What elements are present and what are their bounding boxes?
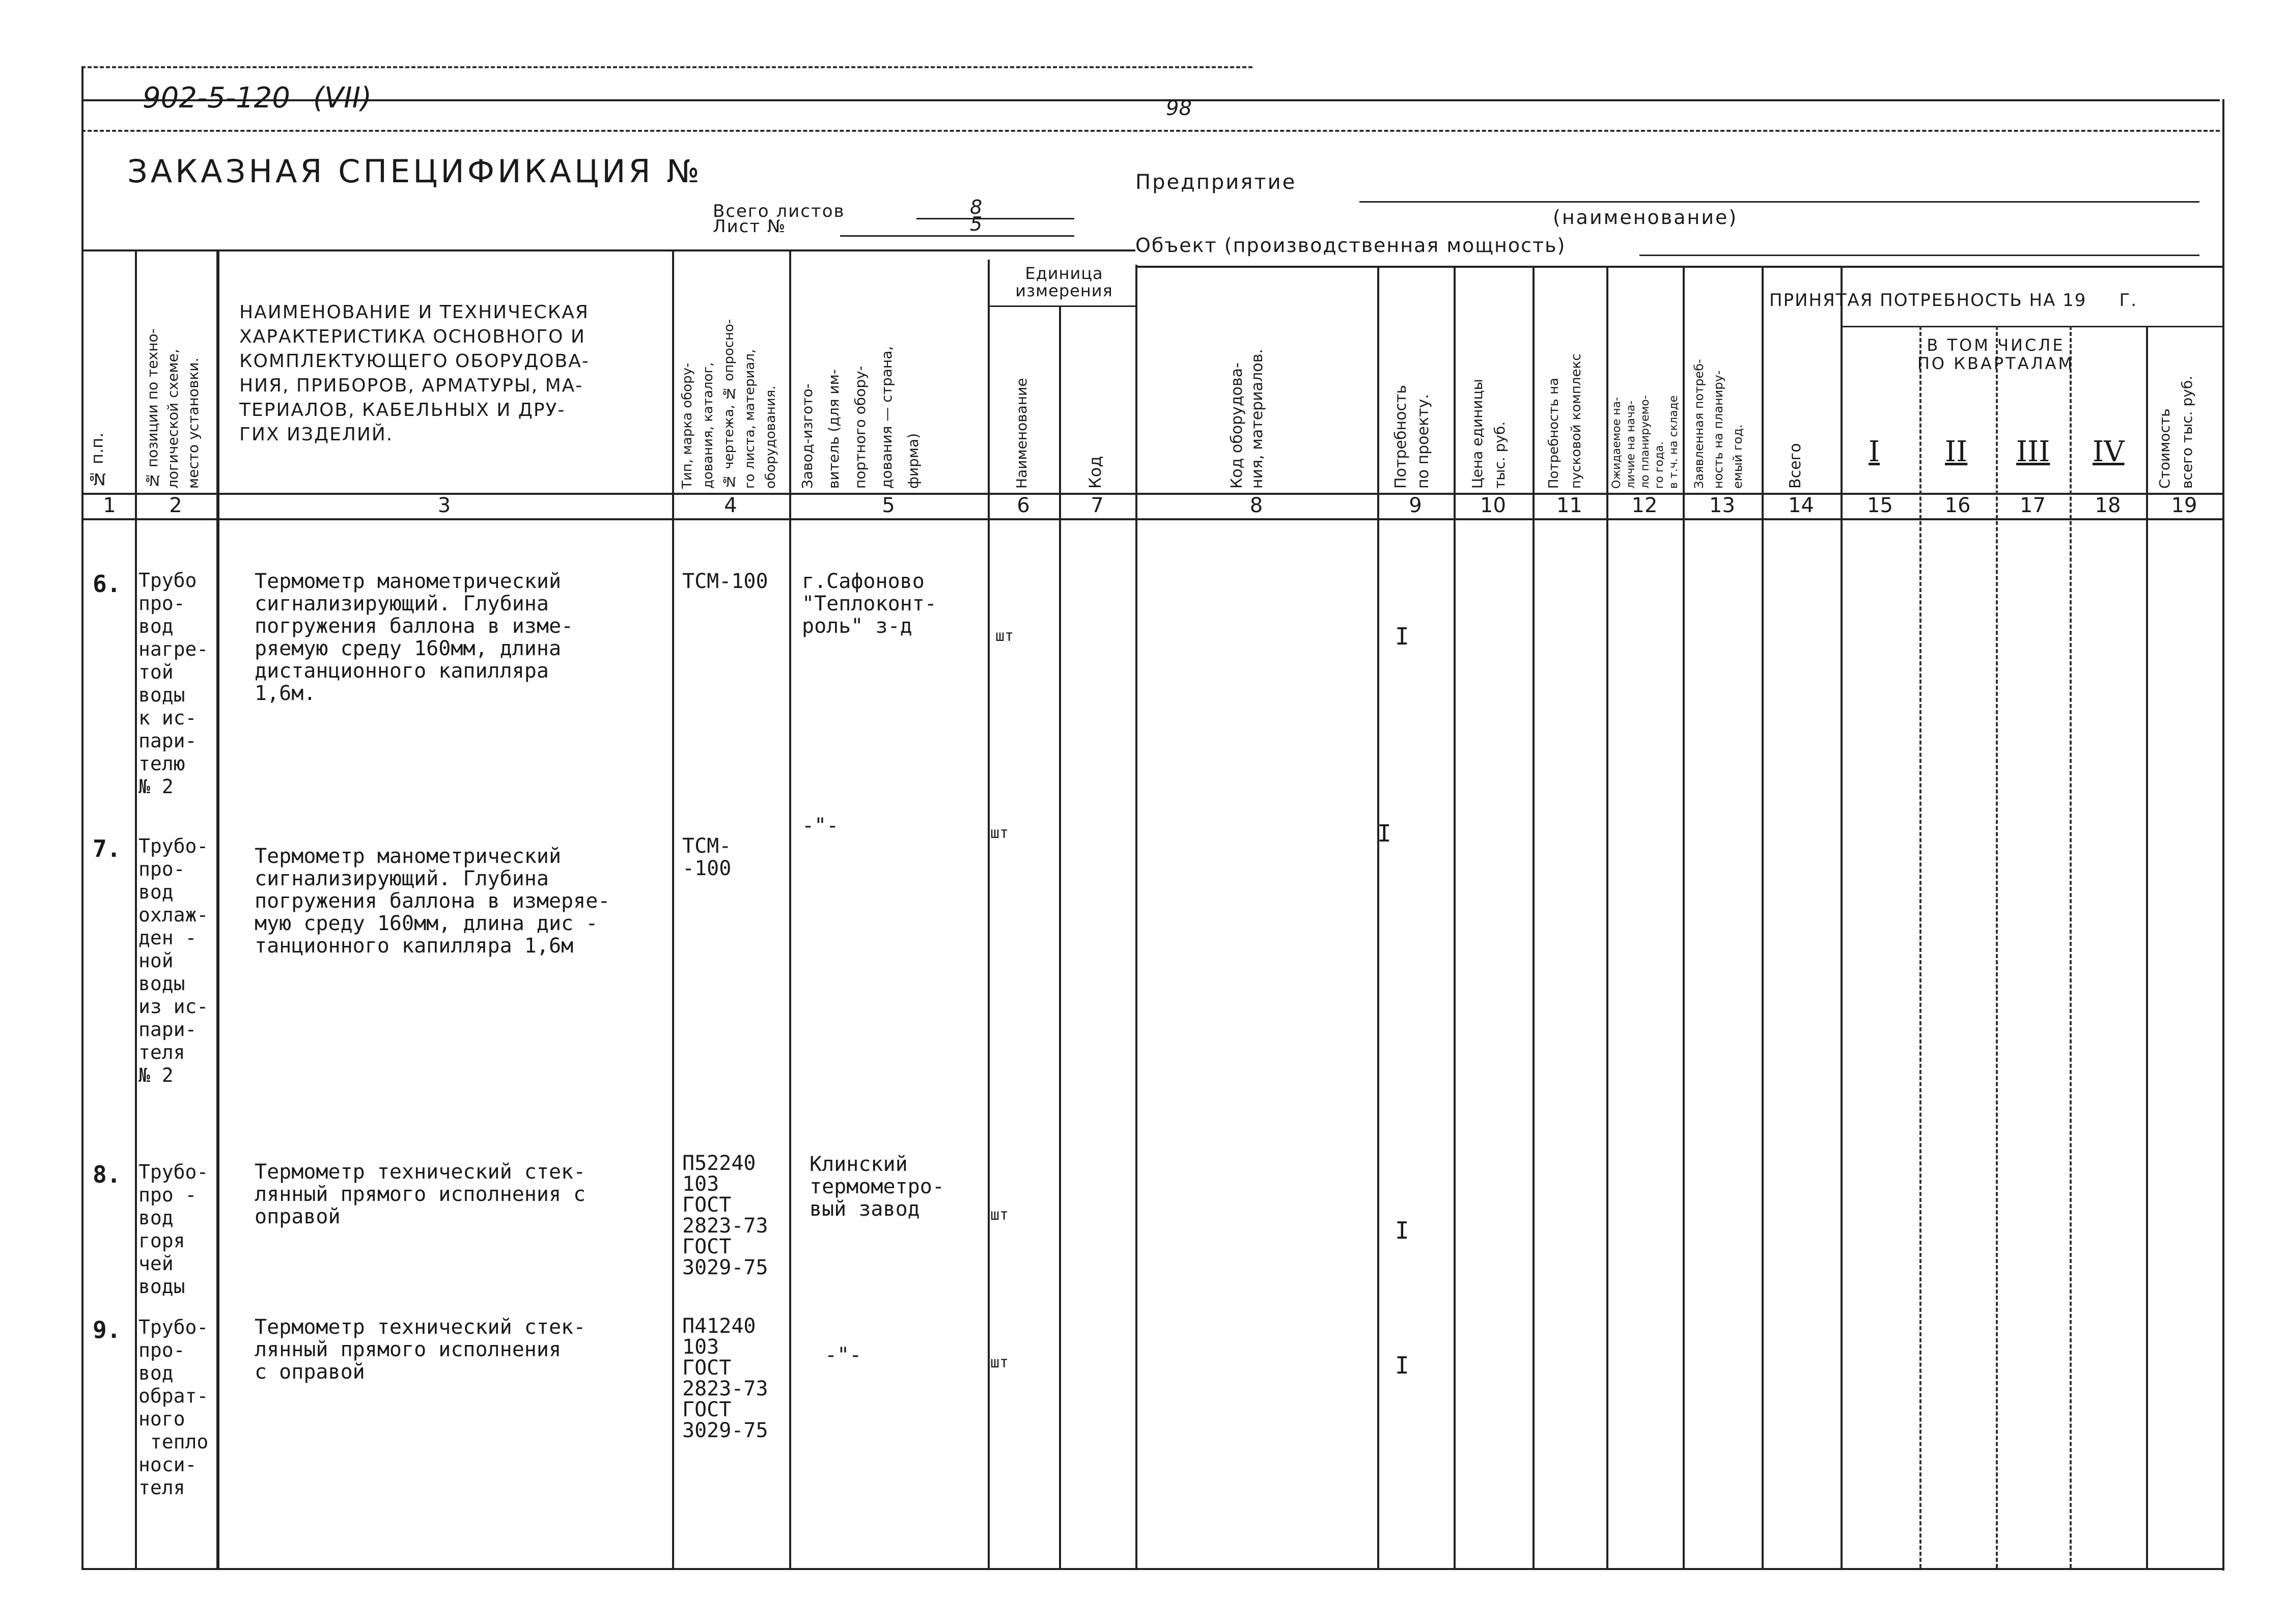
col-header-accepted-need: ПРИНЯТАЯ ПОТРЕБНОСТЬ НА 19 Г. — [1769, 290, 2138, 311]
row-unit: шт — [995, 627, 1014, 645]
col-line-7 — [1135, 265, 1137, 1568]
row-maker: Клинский термометро- вый завод — [810, 1153, 944, 1221]
row-qty: I — [1395, 1352, 1409, 1379]
col-line-1 — [135, 249, 137, 1568]
row-number: 8. — [93, 1161, 121, 1188]
col-header-q2: II — [1945, 435, 1968, 468]
col-number-14: 14 — [1788, 494, 1814, 517]
col-number-12: 12 — [1631, 494, 1658, 517]
col-number-13: 13 — [1709, 494, 1735, 517]
col-line-5 — [988, 260, 990, 1568]
table-bottom-line — [81, 1568, 2222, 1570]
col-line-9 — [1454, 266, 1456, 1568]
col-number-2: 2 — [169, 494, 182, 517]
col-number-8: 8 — [1249, 494, 1263, 517]
object-underline — [1639, 255, 2199, 256]
col-header-9: Потребность по проекту. — [1392, 384, 1432, 489]
col-header-11: Потребность на пусковой комплекс — [1546, 353, 1584, 489]
sheet-no-underline — [840, 235, 1074, 237]
row-unit: шт — [990, 824, 1009, 842]
enterprise-label: Предприятие — [1135, 171, 1297, 194]
sheets-total-value: 8 — [970, 196, 983, 218]
col-header-10: Цена единицы тыс. руб. — [1469, 379, 1508, 489]
row-number: 6. — [93, 570, 121, 598]
col-header-6: Наименование — [1013, 378, 1030, 489]
top-dashed-line — [81, 66, 1252, 68]
doc-code: 902-5-120 — [143, 81, 290, 115]
sheet-no-value: 5 — [970, 213, 983, 235]
col-number-19: 19 — [2171, 494, 2197, 517]
col-number-16: 16 — [1944, 494, 1971, 517]
row-qty: I — [1395, 623, 1409, 650]
col-number-10: 10 — [1480, 494, 1506, 517]
row-type: ТСМ- -100 — [682, 834, 732, 880]
col-line-4 — [789, 249, 791, 1568]
col-number-11: 11 — [1556, 494, 1582, 517]
col-number-3: 3 — [437, 494, 451, 517]
row-name: Термометр технический стек- лянный прямого исполнения с оправой — [255, 1160, 586, 1228]
object-label: Объект (производственная мощность) — [1135, 234, 1566, 257]
col-line-14 — [1841, 266, 1843, 1568]
frame-left-line — [81, 66, 83, 1568]
row-number: 9. — [93, 1316, 121, 1343]
col-number-15: 15 — [1867, 494, 1893, 517]
doc-volume: (VII) — [313, 81, 372, 115]
col-number-18: 18 — [2095, 494, 2121, 517]
row-qty: I — [1377, 820, 1391, 847]
row-name: Термометр манометрический сигнализирующий. Глубина погружения баллона в изме- ряемую среду 160мм, длина дистанционного капилляра 1,6м. — [255, 570, 574, 705]
col-header-14: Всего — [1787, 443, 1804, 489]
col-header-q4: IV — [2093, 435, 2125, 468]
row-maker: -"- — [825, 1343, 862, 1367]
col-header-q3: III — [2016, 435, 2050, 468]
col-line-12 — [1683, 266, 1685, 1568]
col-header-8: Код оборудова- ния, материалов. — [1228, 349, 1266, 489]
row-position: Трубо про- вод нагре- той воды к ис- пари- телю № 2 — [138, 569, 209, 798]
col-line-13 — [1762, 266, 1764, 1568]
row-type: П52240 103 ГОСТ 2823-73 ГОСТ 3029-75 — [682, 1152, 768, 1279]
row-maker: -"- — [802, 814, 839, 837]
col-header-4: Тип, марка обору- дования, каталог, № чертежа, № опросно- го листа, материал, оборудования. — [680, 319, 778, 489]
page-title: ЗАКАЗНАЯ СПЕЦИФИКАЦИЯ № — [127, 153, 703, 190]
col-number-4: 4 — [724, 494, 737, 517]
frame-right-line — [2222, 99, 2224, 1571]
col-header-unit-group: Единица измерения — [1015, 264, 1113, 300]
row-name: Термометр манометрический сигнализирующий. Глубина погружения баллона в измеряе- мую среду 160мм, длина дис - танционного капилляра 1,6м — [255, 845, 610, 958]
col-number-9: 9 — [1409, 494, 1422, 517]
row-name: Термометр технический стек- лянный прямого исполнения с оправой — [255, 1315, 586, 1384]
row-position: Трубо- про- вод обрат- ного тепло носи- теля — [138, 1316, 209, 1499]
row-unit: шт — [990, 1354, 1009, 1371]
row-position: Трубо- про - вод горя чей воды — [138, 1161, 209, 1298]
unit-group-line — [988, 305, 1135, 307]
col-number-5: 5 — [882, 494, 895, 517]
row-type: ТСМ-100 — [682, 570, 768, 593]
col-header-3: НАИМЕНОВАНИЕ И ТЕХНИЧЕСКАЯ ХАРАКТЕРИСТИКА ОСНОВНОГО И КОМПЛЕКТУЮЩЕГО ОБОРУДОВА- НИЯ, ПРИБОРОВ, АРМАТУРЫ, МА- ТЕРИАЛОВ, КАБЕЛЬНЫХ И ДРУ- ГИХ ИЗДЕЛИЙ. — [239, 302, 590, 445]
col-line-2 — [216, 249, 219, 1568]
accepted-need-line — [1841, 326, 2222, 327]
col-number-7: 7 — [1091, 494, 1104, 517]
col-number-6: 6 — [1017, 494, 1030, 517]
col-line-8 — [1377, 266, 1379, 1568]
row-qty: I — [1395, 1217, 1409, 1244]
page-number: 98 — [1166, 97, 1192, 120]
col-header-12: Ожидаемое на- личие на нача- ло планируемо- го года. в т.ч. на складе — [1610, 395, 1680, 489]
col-header-13: Заявленная потреб- ность на планиру- емый год. — [1692, 359, 1745, 489]
col-line-3 — [672, 249, 674, 1568]
col-header-2: № позиции по техно- логической схеме, место установки. — [144, 328, 202, 489]
col-header-by-quarters: В ТОМ ЧИСЛЕ ПО КВАРТАЛАМ — [1917, 335, 2075, 373]
frame-top-line — [81, 99, 2220, 101]
header-separator-line — [81, 130, 2220, 132]
enterprise-underline — [1359, 201, 2199, 203]
row-position: Трубо- про- вод охлаж- ден - ной воды из ис- пари- теля № 2 — [138, 835, 209, 1086]
sheet-no-label: Лист № — [713, 216, 787, 237]
naming-label: (наименование) — [1553, 206, 1738, 229]
row-unit: шт — [990, 1206, 1009, 1224]
table-top-line-right — [1135, 266, 2222, 268]
table-top-line-left — [81, 249, 1135, 251]
col-number-1: 1 — [103, 494, 116, 517]
row-maker: г.Сафоново "Теплоконт- роль" з-д — [802, 570, 937, 638]
row-type: П41240 103 ГОСТ 2823-73 ГОСТ 3029-75 — [682, 1314, 768, 1442]
col-number-17: 17 — [2020, 494, 2046, 517]
column-numbers-bottom-line — [81, 518, 2222, 520]
col-header-7: Код — [1085, 456, 1105, 489]
col-header-q1: I — [1869, 435, 1880, 468]
col-header-5: Завод-изгото- витель (для им- портного обору- дования — страна, фирма) — [799, 346, 922, 489]
sheets-total-underline — [916, 218, 1074, 219]
col-header-1: № п.п. — [88, 432, 107, 489]
col-line-11 — [1606, 266, 1608, 1568]
col-header-19: Стоимость всего тыс. руб. — [2156, 376, 2195, 489]
row-number: 7. — [93, 835, 121, 862]
sheets-total-label: Всего листов — [713, 201, 845, 221]
col-line-10 — [1532, 266, 1535, 1568]
